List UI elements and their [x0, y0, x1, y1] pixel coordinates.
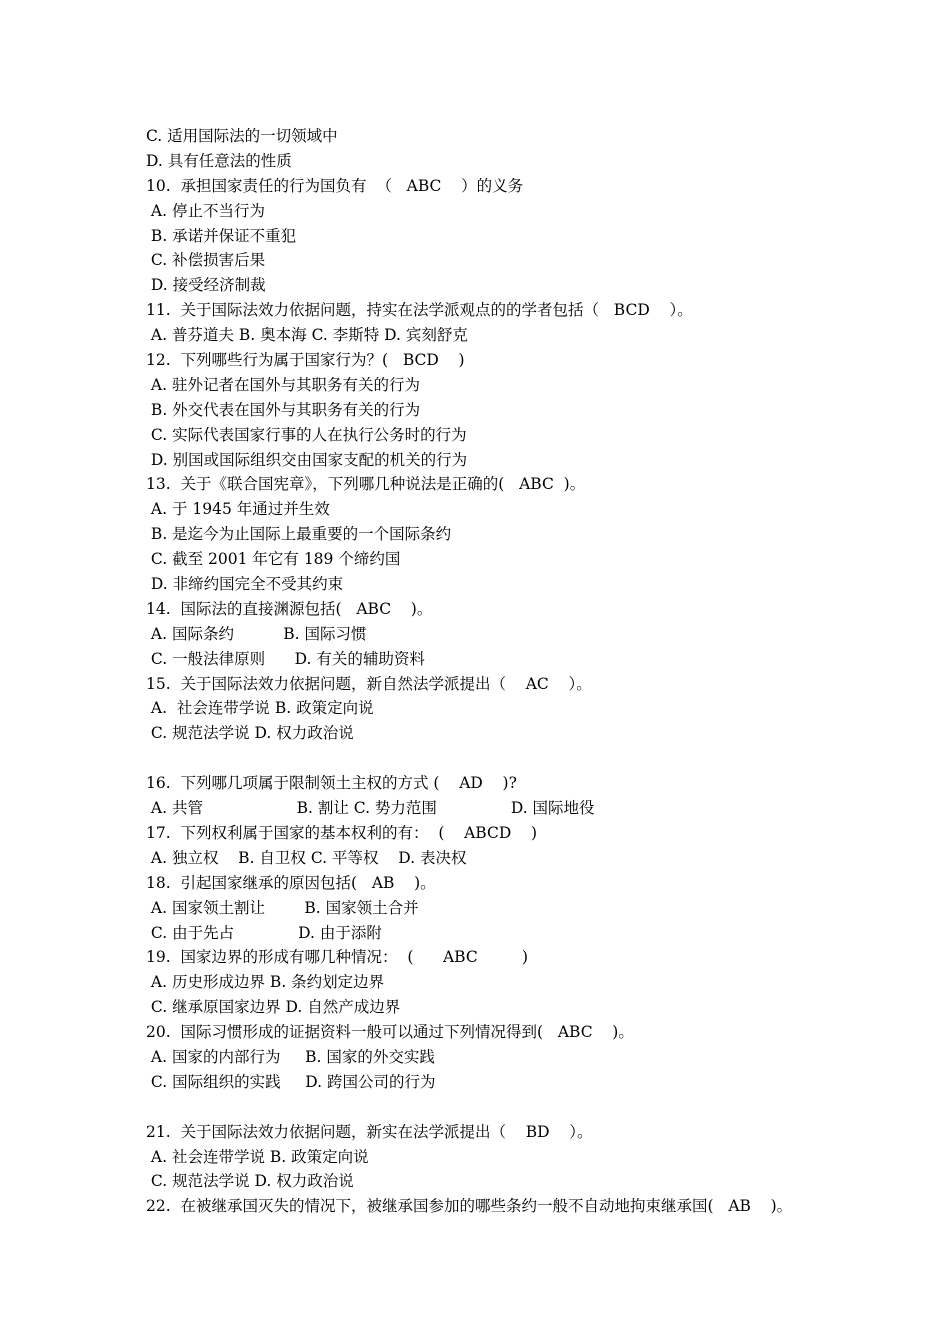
option-line: A. 驻外记者在国外与其职务有关的行为	[146, 375, 420, 394]
option-line: A. 独立权 B. 自卫权 C. 平等权 D. 表决权	[146, 848, 467, 867]
question-13: 13. 关于《联合国宪章》，下列哪几种说法是正确的( ABC )。	[146, 475, 586, 494]
option-line: A. 停止不当行为	[146, 201, 265, 220]
option-line: B. 外交代表在国外与其职务有关的行为	[146, 400, 421, 419]
option-line: C. 一般法律原则 D. 有关的辅助资料	[146, 649, 425, 668]
question-17: 17. 下列权利属于国家的基本权利的有： ( ABCD )	[146, 823, 538, 842]
option-line: C. 实际代表国家行事的人在执行公务时的行为	[146, 425, 467, 444]
question-19: 19. 国家边界的形成有哪几种情况： ( ABC )	[146, 948, 529, 967]
question-22: 22. 在被继承国灭失的情况下，被继承国参加的哪些条约一般不自动地拘束继承国( AB )。	[146, 1197, 793, 1216]
question-20: 20. 国际习惯形成的证据资料一般可以通过下列情况得到( ABC )。	[146, 1023, 634, 1042]
question-14: 14. 国际法的直接渊源包括( ABC )。	[146, 599, 433, 618]
option-line: B. 是迄今为止国际上最重要的一个国际条约	[146, 525, 452, 544]
question-11: 11. 关于国际法效力依据问题，持实在法学派观点的的学者包括（ BCD ）。	[146, 301, 693, 320]
option-line: C. 补偿损害后果	[146, 251, 266, 270]
option-line: A. 社会连带学说 B. 政策定向说	[146, 699, 374, 718]
option-line: D. 接受经济制裁	[146, 276, 266, 295]
blank-line	[146, 746, 906, 771]
option-line: D. 别国或国际组织交由国家支配的机关的行为	[146, 450, 468, 469]
option-line: C. 截至 2001 年它有 189 个缔约国	[146, 550, 401, 569]
option-line: C. 由于先占 D. 由于添附	[146, 923, 382, 942]
text-line: C. 适用国际法的一切领域中	[146, 127, 338, 145]
question-18: 18. 引起国家继承的原因包括( AB )。	[146, 873, 436, 892]
option-line: A. 社会连带学说 B. 政策定向说	[146, 1147, 369, 1166]
question-16: 16. 下列哪几项属于限制领土主权的方式 ( AD )?	[146, 774, 517, 793]
option-line: C. 国际组织的实践 D. 跨国公司的行为	[146, 1072, 436, 1091]
option-line: A. 国际条约 B. 国际习惯	[146, 624, 367, 643]
option-line: C. 规范法学说 D. 权力政治说	[146, 724, 354, 743]
document-body	[146, 124, 906, 1219]
question-10: 10. 承担国家责任的行为国负有 （ ABC ）的义务	[146, 176, 524, 195]
option-line: A. 于 1945 年通过并生效	[146, 500, 330, 519]
option-line: A. 普芬道夫 B. 奥本海 C. 李斯特 D. 宾刻舒克	[146, 326, 468, 345]
option-line: C. 规范法学说 D. 权力政治说	[146, 1172, 354, 1191]
blank-line	[146, 1095, 906, 1120]
option-line: C. 继承原国家边界 D. 自然产成边界	[146, 998, 401, 1017]
option-line: D. 非缔约国完全不受其约束	[146, 575, 344, 594]
option-line: A. 共管 B. 割让 C. 势力范围 D. 国际地役	[146, 799, 595, 818]
option-line: A. 历史形成边界 B. 条约划定边界	[146, 973, 385, 992]
question-15: 15. 关于国际法效力依据问题，新自然法学派提出（ AC ）。	[146, 674, 592, 693]
text-line: D. 具有任意法的性质	[146, 151, 292, 170]
option-line: B. 承诺并保证不重犯	[146, 226, 297, 245]
option-line: A. 国家领土割让 B. 国家领土合并	[146, 898, 419, 917]
question-12: 12. 下列哪些行为属于国家行为？( BCD )	[146, 351, 465, 370]
option-line: A. 国家的内部行为 B. 国家的外交实践	[146, 1047, 435, 1066]
question-21: 21. 关于国际法效力依据问题，新实在法学派提出（ BD ）。	[146, 1122, 593, 1141]
